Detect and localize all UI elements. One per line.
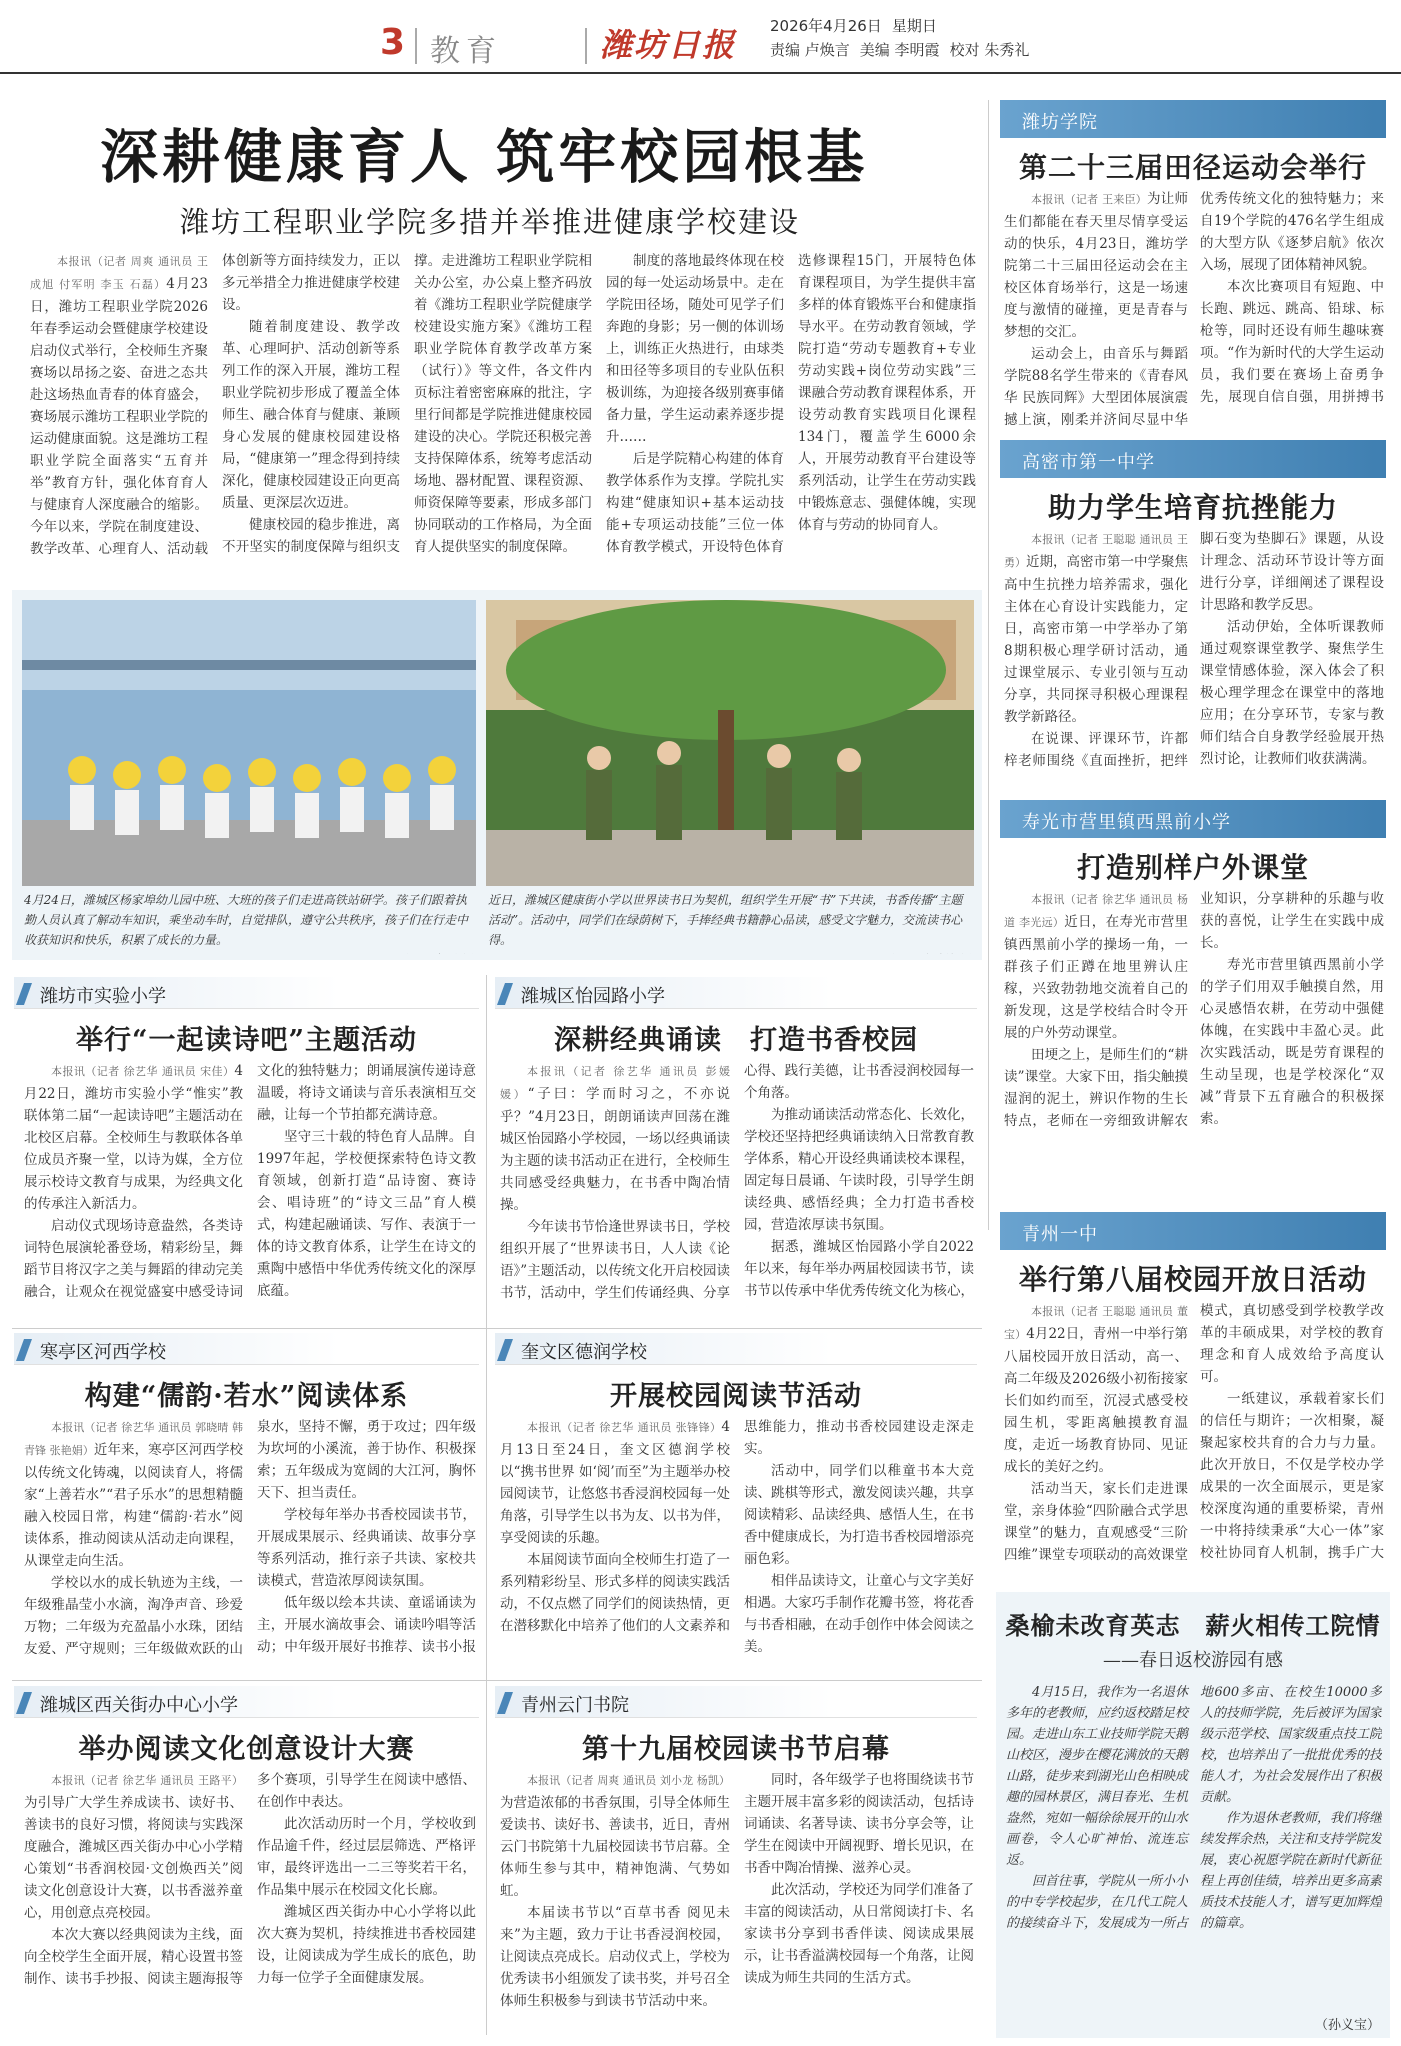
article-headline: 构建“儒韵·若水”阅读体系 xyxy=(84,1381,409,1412)
staff-proofreader: 校对 朱秀礼 xyxy=(949,41,1030,59)
paragraph: 为引导广大学生养成读书、读好书、善读书的良好习惯，将阅读与实践深度融合，潍城区西关街办中心小学精心策划“书香润校园·文创焕西关”阅读文化创意设计大赛，以书香滋养童心，用创意点亮校园。 xyxy=(24,1795,243,1921)
article-body xyxy=(500,1416,974,1674)
paragraph: 为让师生们都能在春天里尽情享受运动的快乐，4月23日，潍坊学院第二十三届田径运动会在主校区体育场举行，这是一场速度与激情的碰撞，更是青春与梦想的交汇。 xyxy=(1004,191,1189,340)
article-body xyxy=(500,1769,974,2037)
row-divider xyxy=(12,1328,982,1329)
article-byline: 本报讯（记者 徐艺华 通讯员 彭媛媛） xyxy=(500,1065,730,1101)
paragraph: 后是学院精心构建的体育教学体系作为支撑。学院扎实构建“健康知识+基本运动技能+专项运动技能”三位一体体育教学模式，开设特色体育选修课程15门，开展特色体育课程项目，为学生提供丰富多样的体育锻炼平台和健康指导水平。在劳动教育领域，学院打造“劳动专题教育+专业劳动实践+岗位劳动实践”三课融合劳动教育课程体系，开设劳动教育实践项目化课程134门，覆盖学生6000余人，开展劳动教育平台建设等系列活动，让学生在劳动实践中锻炼意志、强健体魄，实现体育与劳动的协同育人。 xyxy=(606,253,976,555)
paragraph: 4月22日，潍坊市实验小学“惟实”教联体第二届“一起读诗吧”主题活动在北校区启幕。全校师生与教联体各单位成员齐聚一堂，以诗为媒，全方位展示校诗文教育与成果，为经典文化的传承注入新活力。 xyxy=(24,1063,243,1212)
article-byline: 本报讯（记者 王聪聪 通讯员 董宝） xyxy=(1004,1305,1188,1341)
paragraph: 潍城区西关街办中心小学将以此次大赛为契机，持续推进书香校园建设，让阅读成为学生成长的底色，助力每一位学子全面健康发展。 xyxy=(257,1904,476,1986)
school-tag: 潍城区西关街办中心小学 xyxy=(14,1686,479,1718)
paragraph: “子曰：学而时习之，不亦说乎？”4月23日，朗朗诵读声回荡在潍城区怡园路小学校园，一场以经典诵读为主题的读书活动正在进行，全校师生共同感受经典魅力，在书香中陶冶情操。 xyxy=(500,1086,731,1213)
photo-credit xyxy=(488,950,972,954)
school-tag: 潍坊学院 xyxy=(1000,100,1386,138)
staff-designer: 美编 李明霞 xyxy=(859,41,940,59)
article-headline: 打造别样户外课堂 xyxy=(1076,851,1309,884)
divider xyxy=(585,28,587,64)
article-headline: 举办阅读文化创意设计大赛 xyxy=(78,1734,415,1765)
paragraph: 一纸建议，承载着家长们的信任与期许；一次相聚，凝聚起家校共育的合力与力量。此次开放日，不仅是学校办学成果的一次全面展示，更是家校深度沟通的重要桥梁，青州一中将持续秉承“大心一体”家校社协同育人机制，携手广大 xyxy=(1200,1391,1384,1561)
school-tag: 青州云门书院 xyxy=(495,1686,977,1718)
paragraph: 近年来，寒亭区河西学校以传统文化铸魂，以阅读育人，将儒家“上善若水”“君子乐水”的思想精髓融入校园日常，构建“儒韵·若水”阅读体系，推动阅读从活动走向课程，从课堂走向生活。 xyxy=(24,1442,244,1569)
paragraph: 本届阅读节面向全校师生打造了一系列精彩纷呈、形式多样的阅读实践活动，不仅点燃了同学们的阅读热情，更在潜移默化中培养了他们的人文素养和思维能力，推动书香校园建设走深走实。 xyxy=(500,1419,974,1634)
article-body xyxy=(1004,188,1384,436)
column-divider xyxy=(486,975,487,2035)
lead-subhead: 潍坊工程职业学院多措并举推进健康学校建设 xyxy=(180,205,801,239)
paragraph: 田埂之上，是师生们的“耕读”课堂。大家下田，指尖触摸湿润的泥土，辨识作物的生长特点，老师在一旁细致讲解农业知识，分享耕种的乐趣与收获的喜悦，让学生在实践中成长。 xyxy=(1004,891,1384,1129)
photo-illustration xyxy=(486,600,974,886)
article-headline: 举行“一起读诗吧”主题活动 xyxy=(75,1025,418,1056)
school-tag: 寿光市营里镇西黑前小学 xyxy=(1000,800,1386,838)
paragraph: 近日，在寿光市营里镇西黑前小学的操场一角，一群孩子们正蹲在地里辨认庄稼，兴致勃勃地交流着自己的新发现，这是学校结合时令开展的户外劳动课堂。 xyxy=(1004,914,1189,1041)
article-byline: 本报讯（记者 徐艺华 通讯员 王路平） xyxy=(51,1774,243,1787)
paragraph: 相伴品读诗文，让童心与文字美好相遇。大家巧手制作花瓣书签，将花香与书香相融，在动手创作中体会阅读之美。 xyxy=(744,1573,974,1655)
paragraph: 此次活动，学校还为同学们准备了丰富的阅读活动，从日常阅读打卡、名家读书分享到书香伴读、阅读成果展示，让书香溢满校园每一个角落，让阅读成为师生共同的生活方式。 xyxy=(744,1882,974,1986)
article-headline: 深耕经典诵读 打造书香校园 xyxy=(554,1025,918,1056)
article-byline: 本报讯（记者 徐艺华 通讯员 杨道 李光远） xyxy=(1004,893,1188,929)
row-divider xyxy=(12,1680,982,1681)
paragraph: 为营造浓郁的书香氛围，引导全体师生爱读书、读好书、善读书，近日，青州云门书院第十九届校园读书节启幕。全体师生参与其中，精神饱满、气势如虹。 xyxy=(500,1795,730,1899)
article-byline: 本报讯（记者 徐艺华 通讯员 宋佳） xyxy=(51,1065,235,1078)
paragraph: 本届读书节以“百草书香 阅见未来”为主题，致力于让书香浸润校园，让阅读点亮成长。启动仪式上，学校为优秀读书小组颁发了读书奖，并号召全体师生积极参与到读书节活动中来。 xyxy=(500,1905,730,2009)
paragraph: 随着制度建设、教学改革、心理呵护、活动创新等系列工作的深入开展，潍坊工程职业学院初步形成了覆盖全体师生、融合体育与健康、兼顾身心发展的健康校园建设格局，“健康第一”理念得到持续深化，健康校园建设正向更高质量、更深层次迈进。 xyxy=(222,319,400,511)
paragraph: 4月22日，青州一中举行第八届校园开放日活动，高一、高二年级及2026级小初衔接家长们如约而至，沉浸式感受校园生机，零距离触摸教育温度，走近一场教育协同、见证成长的美好之约。 xyxy=(1004,1326,1188,1475)
newspaper-logo: 潍坊日报 xyxy=(600,26,737,64)
feature-author: （孙义宝） xyxy=(1314,2018,1380,2033)
paragraph: 坚守三十载的特色育人品牌。自1997年起，学校便探索特色诗文教育领域，创新打造“品诗窗、赛诗会、唱诗班”的“诗文三品”育人模式，构建起融诵读、写作、表演于一体的诗文教育体系，让学生在诗文的熏陶中感悟中华优秀传统文化的深厚底蕴。 xyxy=(257,1129,476,1299)
article-body xyxy=(24,1769,476,2037)
article-byline: 本报讯（记者 王聪聪 通讯员 王勇） xyxy=(1004,533,1188,569)
article-body xyxy=(24,1416,476,1674)
article-headline: 举行第八届校园开放日活动 xyxy=(1018,1263,1367,1296)
paragraph: 为推动诵读活动常态化、长效化，学校还坚持把经典诵读纳入日常教育教学体系，精心开设经典诵读校本课程，固定每日晨诵、午读时段，引导学生朗读经典、感悟经典；全力打造书香校园，营造浓厚读书氛围。 xyxy=(744,1107,974,1233)
article-body xyxy=(1004,528,1384,794)
column-divider xyxy=(988,100,989,1230)
paragraph: 此次活动历时一个月，学校收到作品逾千件，经过层层筛选、严格评审，最终评选出一二三等奖若干名，作品集中展示在校园文化长廊。 xyxy=(257,1816,476,1898)
issue-info xyxy=(770,14,1039,62)
school-tag: 青州一中 xyxy=(1000,1212,1386,1250)
issue-date: 2026年4月26日 xyxy=(770,17,882,35)
divider xyxy=(415,28,417,64)
paragraph: 4月15日，我作为一名退休多年的老教师，应约返校踏足校园。走进山东工业技师学院天鹅山校区，漫步在樱花满放的天鹅山路，徒步来到湖光山色相映成趣的园林景区，满目春光、生机盎然，宛如一幅徐徐展开的山水画卷，令人心旷神怡、流连忘返。 xyxy=(1006,1685,1189,1868)
article-headline: 开展校园阅读节活动 xyxy=(610,1381,862,1412)
page-number: 3 xyxy=(380,22,406,63)
caption-text: 4月24日，潍城区杨家埠幼儿园中班、大班的孩子们走进高铁站研学。孩子们跟着执勤人员认真了解动车知识，乘坐动车时，自觉排队，遵守公共秩序，孩子们在行走中收获知识和快乐，积累了成长的力量。 xyxy=(24,893,469,947)
paragraph: 4月23日，潍坊工程职业学院2026年春季运动会暨健康学校建设启动仪式举行，全校师生齐聚赛场以昂扬之姿、奋进之态共赴这场热血青春的体育盛会，赛场展示潍坊工程职业学院的运动健康面貌。这是潍坊工程职业学院全面落实“五育并举”教育方针，强化体育育人与健康育人深度融合的缩影。今年以来，学院在制度建设、教学改革、心理育人、活动载体创新等方面持续发力，正以多元举措全力推进健康学校建设。 xyxy=(30,253,400,557)
photo-caption-1 xyxy=(24,890,474,954)
paragraph: 制度的落地最终体现在校园的每一处运动场景中。走在学院田径场，随处可见学子们奔跑的身影；另一侧的体训场上，训练正火热进行，由球类和田径等多项目的专业队伍积极训练，为迎接各级别赛事储备力量，学生运动素养逐步提升…… xyxy=(606,253,784,445)
article-body xyxy=(1004,888,1384,1204)
staff-editor: 责编 卢焕言 xyxy=(770,41,850,59)
paragraph: 今年读书节恰逢世界读书日，学校组织开展了“世界读书日，人人读《论语》”主题活动，以传统文化开启校园读书节，活动中，学生们传诵经典、分享心得、践行美德，让书香浸润校园每一个角落。 xyxy=(500,1063,974,1301)
feature-subhead: ——春日返校游园有感 xyxy=(1103,1650,1283,1671)
paragraph: 近期，高密市第一中学聚焦高中生抗挫力培养需求，强化主体在心育设计实践能力，定日，高密市第一中学举办了第8期积极心理学研讨活动，通过课堂展示、专业引领与互动分享，共同探寻积极心理课程教学新路径。 xyxy=(1004,554,1188,725)
school-tag: 高密市第一中学 xyxy=(1000,440,1386,478)
section-name: 教育 xyxy=(430,34,502,69)
paragraph: 健康校园的稳步推进，离不开坚实的制度保障与组织支撑。走进潍坊工程职业学院相关办公室，办公桌上整齐码放着《潍坊工程职业学院健康学校建设实施方案》《潍坊工程职业学院体育教学改革方案（试行）》等文件，各文件内页标注着密密麻麻的批注，字里行间都是学院推进健康校园建设的决心。学院还积极完善支持保障体系，统筹考虑活动场地、器材配置、课程资源、师资保障等要素，形成多部门协同联动的工作格局，为全面育人提供坚实的制度保障。 xyxy=(222,253,592,555)
paragraph: 寿光市营里镇西黑前小学的学子们用双手触摸自然，用心灵感悟农耕，在劳动中强健体魄，在实践中丰盈心灵。此次实践活动，既是劳育课程的生动呈现，也是学校深化“双减”背景下五育融合的积极探索。 xyxy=(1200,957,1384,1127)
lead-byline: 本报讯（记者 周爽 通讯员 王成旭 付军明 李玉 石磊） xyxy=(30,255,208,291)
feature-headline: 桑榆未改育英志 薪火相传工院情 xyxy=(1005,1611,1381,1640)
lead-headline: 深耕健康育人 筑牢校园根基 xyxy=(100,123,869,191)
article-headline: 第二十三届田径运动会举行 xyxy=(1018,151,1367,184)
article-byline: 本报讯（记者 王来臣） xyxy=(1031,193,1148,206)
paragraph: 启动仪式现场诗意盎然，各类诗词特色展演轮番登场，精彩纷呈，舞蹈节目将汉字之美与舞蹈的律动完美融合，让观众在视觉盛宴中感受诗词文化的独特魅力；朗诵展演传递诗意温暖，将诗文诵读与音乐表演相互交融，让每一个节拍都充满诗意。 xyxy=(24,1063,476,1300)
issue-weekday: 星期日 xyxy=(891,17,937,35)
school-tag: 寒亭区河西学校 xyxy=(14,1333,479,1365)
article-body xyxy=(1004,1300,1384,1582)
school-tag: 奎文区德润学校 xyxy=(495,1333,977,1365)
article-byline: 本报讯（记者 徐艺华 通讯员 郭晓晴 韩青锋 张艳娟） xyxy=(24,1421,243,1457)
paragraph: 学校每年举办书香校园读书节，开展成果展示、经典诵读、故事分享等系列活动，推行亲子共读、家校共读模式，营造浓厚阅读氛围。 xyxy=(257,1507,476,1589)
article-headline: 助力学生培育抗挫能力 xyxy=(1047,491,1338,524)
paragraph: 活动当天，家长们走进课堂，亲身体验“四阶融合式学思课堂”的魅力，直观感受“三阶四维”课堂专项联动的高效课堂模式，真切感受到学校教学改革的丰硕成果，对学校的教育理念和育人成效给予高度认可。 xyxy=(1004,1303,1384,1563)
campus-reading-photo xyxy=(486,600,974,886)
photo-caption-2 xyxy=(488,890,972,954)
article-body xyxy=(500,1060,974,1322)
paragraph: 学校以水的成长轨迹为主线，一年级雅晶莹小水滴，淘净声音、珍爱万物；二年级为充盈晶小水珠，团结友爱、严守规则；三年级做欢跃的山泉水，坚持不懈，勇于攻过；四年级为坎坷的小溪流，善于协作、积极探索；五年级成为宽阔的大江河，胸怀天下、担当责任。 xyxy=(24,1419,476,1657)
paragraph: 4月13日至24日，奎文区德润学校以“携书世界 如‘阅’而至”为主题举办校园阅读节，让悠悠书香浸润校园每一处角落，引导学生以书为友、以书为伴，享受阅读的乐趣。 xyxy=(500,1419,730,1546)
article-body xyxy=(24,1060,476,1322)
paragraph: 回首往事，学院从一所小小的中专学校起步，在几代工院人的接续奋斗下，发展成为一所占地600多亩、在校生10000多人的技师学院，先后被评为国家级示范学校、国家级重点技工院校，也培养出了一批批优秀的技能人才，为社会发展作出了积极贡献。 xyxy=(1006,1685,1382,1931)
paragraph: 在说课、评课环节，许都梓老师围绕《直面挫折，把绊脚石变为垫脚石》课题，从设计理念、活动环节设计等方面进行分享，详细阐述了课程设计思路和教学反思。 xyxy=(1004,531,1384,769)
paragraph: 作为退休老教师，我们将继续发挥余热，关注和支持学院发展，衷心祝愿学院在新时代新征程上再创佳绩，培养出更多高素质技术技能人才，谱写更加辉煌的篇章。 xyxy=(1200,1811,1382,1931)
masthead xyxy=(0,0,1401,74)
photo-credit xyxy=(24,950,474,954)
paragraph: 本次比赛项目有短跑、中长跑、跳远、跳高、铅球、标枪等，同时还设有师生趣味赛项。“作为新时代的大学生运动员，我们要在赛场上奋勇争先，展现自信自强，用拼搏书 xyxy=(1200,279,1384,405)
lead-article-body xyxy=(30,250,976,575)
paragraph: 活动中，同学们以稚童书本大竞读、跳棋等形式，激发阅读兴趣，共享阅读精彩、品读经典、感悟人生，在书香中健康成长，为打造书香校园增添亮丽色彩。 xyxy=(744,1463,974,1567)
photo-illustration xyxy=(22,600,476,886)
kindergarten-field-trip-photo xyxy=(22,600,476,886)
article-headline: 第十九届校园读书节启幕 xyxy=(582,1734,890,1765)
paragraph: 活动伊始，全体听课教师通过观察课堂教学、聚焦学生课堂情感体验，深入体会了积极心理学理念在课堂中的落地应用；在分享环节，专家与教师们结合自身教学经验展开热烈讨论，让教师们收获满满。 xyxy=(1200,619,1384,767)
paragraph: 本次大赛以经典阅读为主线，面向全校学生全面开展，精心设置书签制作、读书手抄报、阅读主题海报等多个赛项，引导学生在阅读中感悟、在创作中表达。 xyxy=(24,1772,476,1987)
caption-text: 近日，潍城区健康街小学以世界读书日为契机，组织学生开展“书”下共读，书香传播“主题活动”。活动中，同学们在绿荫树下，手捧经典书籍静心品读，感受文字魅力，交流读书心得。 xyxy=(488,893,963,947)
school-tag: 潍坊市实验小学 xyxy=(14,977,479,1009)
paragraph: 据悉，潍城区怡园路小学自2022年以来，每年举办两届校园读书节，读书节以传承中华优秀传统文化为核心， xyxy=(744,1239,974,1299)
paragraph: 运动会上，由音乐与舞蹈学院88名学生带来的《青春风华 民族同辉》大型团体展演震撼上演，刚柔并济间尽显中华优秀传统文化的独特魅力；来自19个学院的476名学生组成的大型方队《逐梦启航》依次入场，展现了团体精神风貌。 xyxy=(1004,191,1384,428)
feature-body xyxy=(1006,1682,1382,2012)
article-byline: 本报讯（记者 徐艺华 通讯员 张锋锋） xyxy=(527,1421,722,1434)
article-byline: 本报讯（记者 周爽 通讯员 刘小龙 杨凯） xyxy=(527,1774,730,1787)
paragraph: 低年级以绘本共读、童谣诵读为主，开展水滴故事会、诵读吟唱等活动；中年级开展好书推荐、读书小报 xyxy=(257,1595,476,1655)
school-tag: 潍城区怡园路小学 xyxy=(495,977,977,1009)
paragraph: 同时，各年级学子也将围绕读书节主题开展丰富多彩的阅读活动，包括诗词诵读、名著导读、读书分享会等，让学生在阅读中开阔视野、增长见识，在书香中陶冶情操、滋养心灵。 xyxy=(744,1772,974,1876)
